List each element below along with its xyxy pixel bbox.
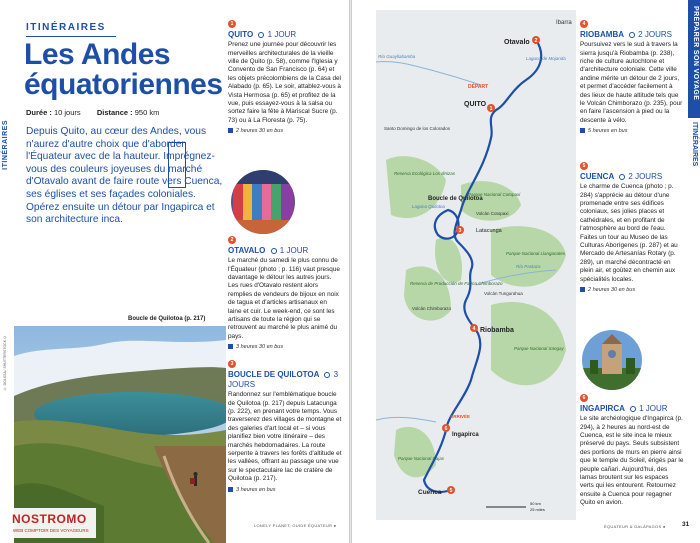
transport-note: 2 heures 30 en bus	[580, 286, 684, 294]
label-scale-miles: 25 miles	[530, 507, 545, 512]
stop-heading: RIOBAMBA 2 JOURS	[580, 30, 672, 40]
label-latacunga: Latacunga	[476, 228, 502, 234]
marker-cuenca	[447, 486, 455, 494]
marker-quito	[487, 104, 495, 112]
left-footer: LONELY PLANET, GUIDE ÉQUATEUR ●	[254, 523, 337, 528]
label-rio-guayllabamba: Río Guayllabamba	[378, 54, 416, 59]
page-title	[24, 40, 224, 100]
clock-icon	[324, 372, 330, 378]
svg-text:2: 2	[534, 38, 538, 44]
clock-icon	[258, 32, 264, 38]
stop-text: Poursuivez vers le sud à travers la sierra jusqu'à Riobamba (p. 238), riche de culture autochtone et d'architecture coloniale. Cette ville andine mérite un détour de 2 jours, et permet d'accéder facilement à des lieux de haute altitude tels que le Volcán Chimborazo (p. 235), pour en faire l'ascension à pied ou la descente à vélo.	[580, 41, 683, 124]
clock-icon	[630, 406, 636, 412]
label-ibarra: Ibarra	[556, 20, 572, 26]
stop-quito	[228, 20, 342, 136]
otavalo-market-photo	[231, 170, 295, 234]
label-boucle-quilotoa: Boucle de Quilotoa	[428, 196, 483, 202]
svg-text:5: 5	[449, 488, 453, 494]
svg-text:1: 1	[489, 106, 493, 112]
distance-label: Distance :	[96, 108, 133, 117]
label-parque-cajas: Parque Nacional Cajas	[398, 456, 445, 461]
section-tab-label: ITINÉRAIRES	[2, 120, 9, 170]
label-volcan-chimborazo: Volcán Chimborazo	[412, 306, 452, 311]
label-riobamba: Riobamba	[480, 327, 514, 334]
transport-note: 3 heures en bus	[228, 486, 342, 494]
stop-text: Prenez une journée pour découvrir les merveilles architecturales de la vieille ville de Quito (p. 58), comme l'Iglesia y Convento de San Francisco (p. 64) et les objets précolombiens de la Casa del Alabado (p. 65). Le soir, attablez-vous à Vista Hermosa (p. 65) et profitez de la vue, puis essayez-vous à la salsa ou sortez faire la fête à Mariscal Sucre (p. 73) ou à La Floresta (p. 75).	[228, 41, 341, 124]
stop-number: 1	[228, 20, 236, 28]
label-reserva-ilinizas: Reserva Ecológica Los Ilinizas	[394, 171, 456, 176]
bus-icon	[228, 128, 233, 133]
stop-text: Le site archéologique d'Ingapirca (p. 294), à 2 heures au nord-est de Cuenca, est le site inca le mieux préservé du pays. Seuls subsistent des portions de murs en pierre ainsi que le temple du Soleil, érigés par le peuple cañari. Aujourd'hui, des lamas broutent sur les espaces verts qui les entourent. Retournez ensuite à Cuenca pour regagner Quito en avion.	[580, 415, 684, 507]
svg-text:4: 4	[472, 326, 476, 332]
locator-box	[168, 142, 186, 188]
label-cuenca: Cuenca	[418, 489, 442, 496]
stop-text: Le marché du samedi le plus connu de l'Équateur (photo ; p. 116) vaut presque davantage le détour les autres jours. Les rues d'Otavalo restent alors remplies de vendeurs de bijoux en noix de tagua et d'articles artisanaux en laine et cuir. Le week-end, ce sont les artisans de toute la région qui se retrouvent au marché le plus animé du pays.	[228, 257, 340, 340]
transport-note: 3 heures 30 en bus	[228, 343, 342, 351]
label-mojanda: Laguna de Mojanda	[526, 56, 566, 61]
marker-ingapirca	[442, 424, 450, 432]
label-santo-domingo: Santo Domingo de los Colorados	[384, 126, 451, 131]
stop-quilotoa	[228, 360, 342, 494]
svg-text:3: 3	[458, 228, 462, 234]
intro-text: Depuis Quito, au cœur des Andes, vous n'aurez d'autre choix que d'aborder l'Équateur avec de la hauteur. Imprégnez-vous des couleurs joyeuses du marché d'Otavalo avant de faire route vers Cuenca, ses églises et ses façades coloniales. Opérez ensuite un détour par Ingapirca et son architecture inca.	[26, 126, 223, 226]
stop-text: Le charme de Cuenca (photo ; p. 284) s'apprécie au détour d'une promenade entre ses édifices coloniaux, ses jolies places et cathédrales, et en profitant de l'atmosphère au bord de l'eau. Faites un tour au Museo de las Culturas Aborígenes (p. 287) et au Mercado de Artesanías Rotary (p. 289), un marché décontracté en plein air, et goûtez en chemin aux spécialités locales.	[580, 183, 678, 283]
stop-number: 5	[580, 162, 588, 170]
nostromo-logo: NOSTROMO WEB COMPTOIR DES VOYAGEURS	[8, 508, 96, 538]
label-depart: DÉPART	[468, 84, 489, 90]
stop-text: Randonnez sur l'emblématique boucle de Quilotoa (p. 217) depuis Latacunga (p. 222), en prenant votre temps. Vous traverserez des villages de montagne et des galeries d'art local et – si vous planifiez bien votre itinéraire – des marchés hebdomadaires. La route serpente à travers les forêts d'altitude et les vallées, offrant au passage une vue sur le spectaculaire lac de cratère de Quilotoa (p. 217).	[228, 391, 342, 483]
stop-number: 3	[228, 360, 236, 368]
left-side-tab	[0, 0, 14, 543]
marker-otavalo	[532, 36, 540, 44]
label-volcan-tungurahua: Volcán Tungurahua	[484, 291, 523, 296]
duration-label: Durée :	[26, 108, 52, 117]
right-page	[352, 0, 700, 543]
stop-otavalo	[228, 236, 342, 352]
page-number: 31	[682, 521, 690, 528]
stop-number: 6	[580, 394, 588, 402]
marker-quilotoa	[456, 226, 464, 234]
label-otavalo: Otavalo	[504, 39, 530, 46]
label-laguna-quilotoa: Laguna Quilotoa	[412, 204, 446, 209]
label-arrivee: ARRIVÉE	[450, 414, 471, 419]
title-line-1: Les Andes	[24, 38, 171, 71]
kicker: ITINÉRAIRES	[26, 22, 106, 33]
stop-heading: QUITO 1 JOUR	[228, 30, 297, 40]
cuenca-cathedral-photo	[582, 330, 642, 390]
kicker-rule	[26, 36, 116, 37]
stop-heading: INGAPIRCA 1 JOUR	[580, 404, 668, 414]
photo-caption: Boucle de Quilotoa (p. 217)	[128, 316, 206, 322]
stop-riobamba	[580, 20, 684, 136]
stop-heading: OTAVALO 1 JOUR	[228, 246, 309, 256]
stop-number: 2	[228, 236, 236, 244]
duration-value: 10 jours	[53, 108, 81, 117]
route-map	[376, 10, 576, 520]
stop-heading: CUENCA 2 JOURS	[580, 172, 663, 182]
label-scale-km: 50 km	[530, 501, 541, 506]
stop-number: 4	[580, 20, 588, 28]
marker-riobamba	[470, 324, 478, 332]
transport-note: 2 heures 30 en bus	[228, 127, 342, 135]
title-line-2: équatoriennes	[24, 68, 223, 101]
svg-text:6: 6	[444, 426, 448, 432]
right-footer: ÉQUATEUR & GALÁPAGOS ●	[604, 524, 666, 529]
stop-cuenca	[580, 162, 684, 294]
bus-icon	[580, 287, 585, 292]
stop-heading: BOUCLE DE QUILOTOA 3 JOURS	[228, 370, 339, 390]
label-rio-pastaza: Río Pastaza	[516, 264, 541, 269]
clock-icon	[619, 174, 625, 180]
label-quito: QUITO	[464, 101, 487, 108]
label-reserva-chimborazo: Reserva de Producción de Fauna Chimborazo	[410, 281, 503, 286]
label-parque-llanganates: Parque Nacional Llanganates	[506, 251, 566, 256]
trip-meta	[26, 108, 159, 117]
photo-credit: © DOLSSA / SHUTTERSTOCK ©	[3, 335, 7, 391]
clock-icon	[271, 248, 277, 254]
section-tab-label: ITINÉRAIRES	[691, 122, 698, 167]
label-parque-sangay: Parque Nacional Sangay	[514, 346, 564, 351]
distance-value: 950 km	[134, 108, 160, 117]
stop-ingapirca	[580, 394, 684, 508]
section-band: PRÉPARER SON VOYAGE	[688, 0, 700, 118]
label-volcan-cotopaxi: Volcán Cotopaxi	[476, 211, 509, 216]
label-parque-cotopaxi: Parque Nacional Cotopaxi	[468, 192, 521, 197]
label-ingapirca: Ingapirca	[452, 432, 479, 438]
bus-icon	[228, 344, 233, 349]
clock-icon	[629, 32, 635, 38]
bus-icon	[580, 128, 585, 133]
right-side-tab	[684, 0, 700, 543]
bus-icon	[228, 487, 233, 492]
transport-note: 5 heures en bus	[580, 127, 684, 135]
